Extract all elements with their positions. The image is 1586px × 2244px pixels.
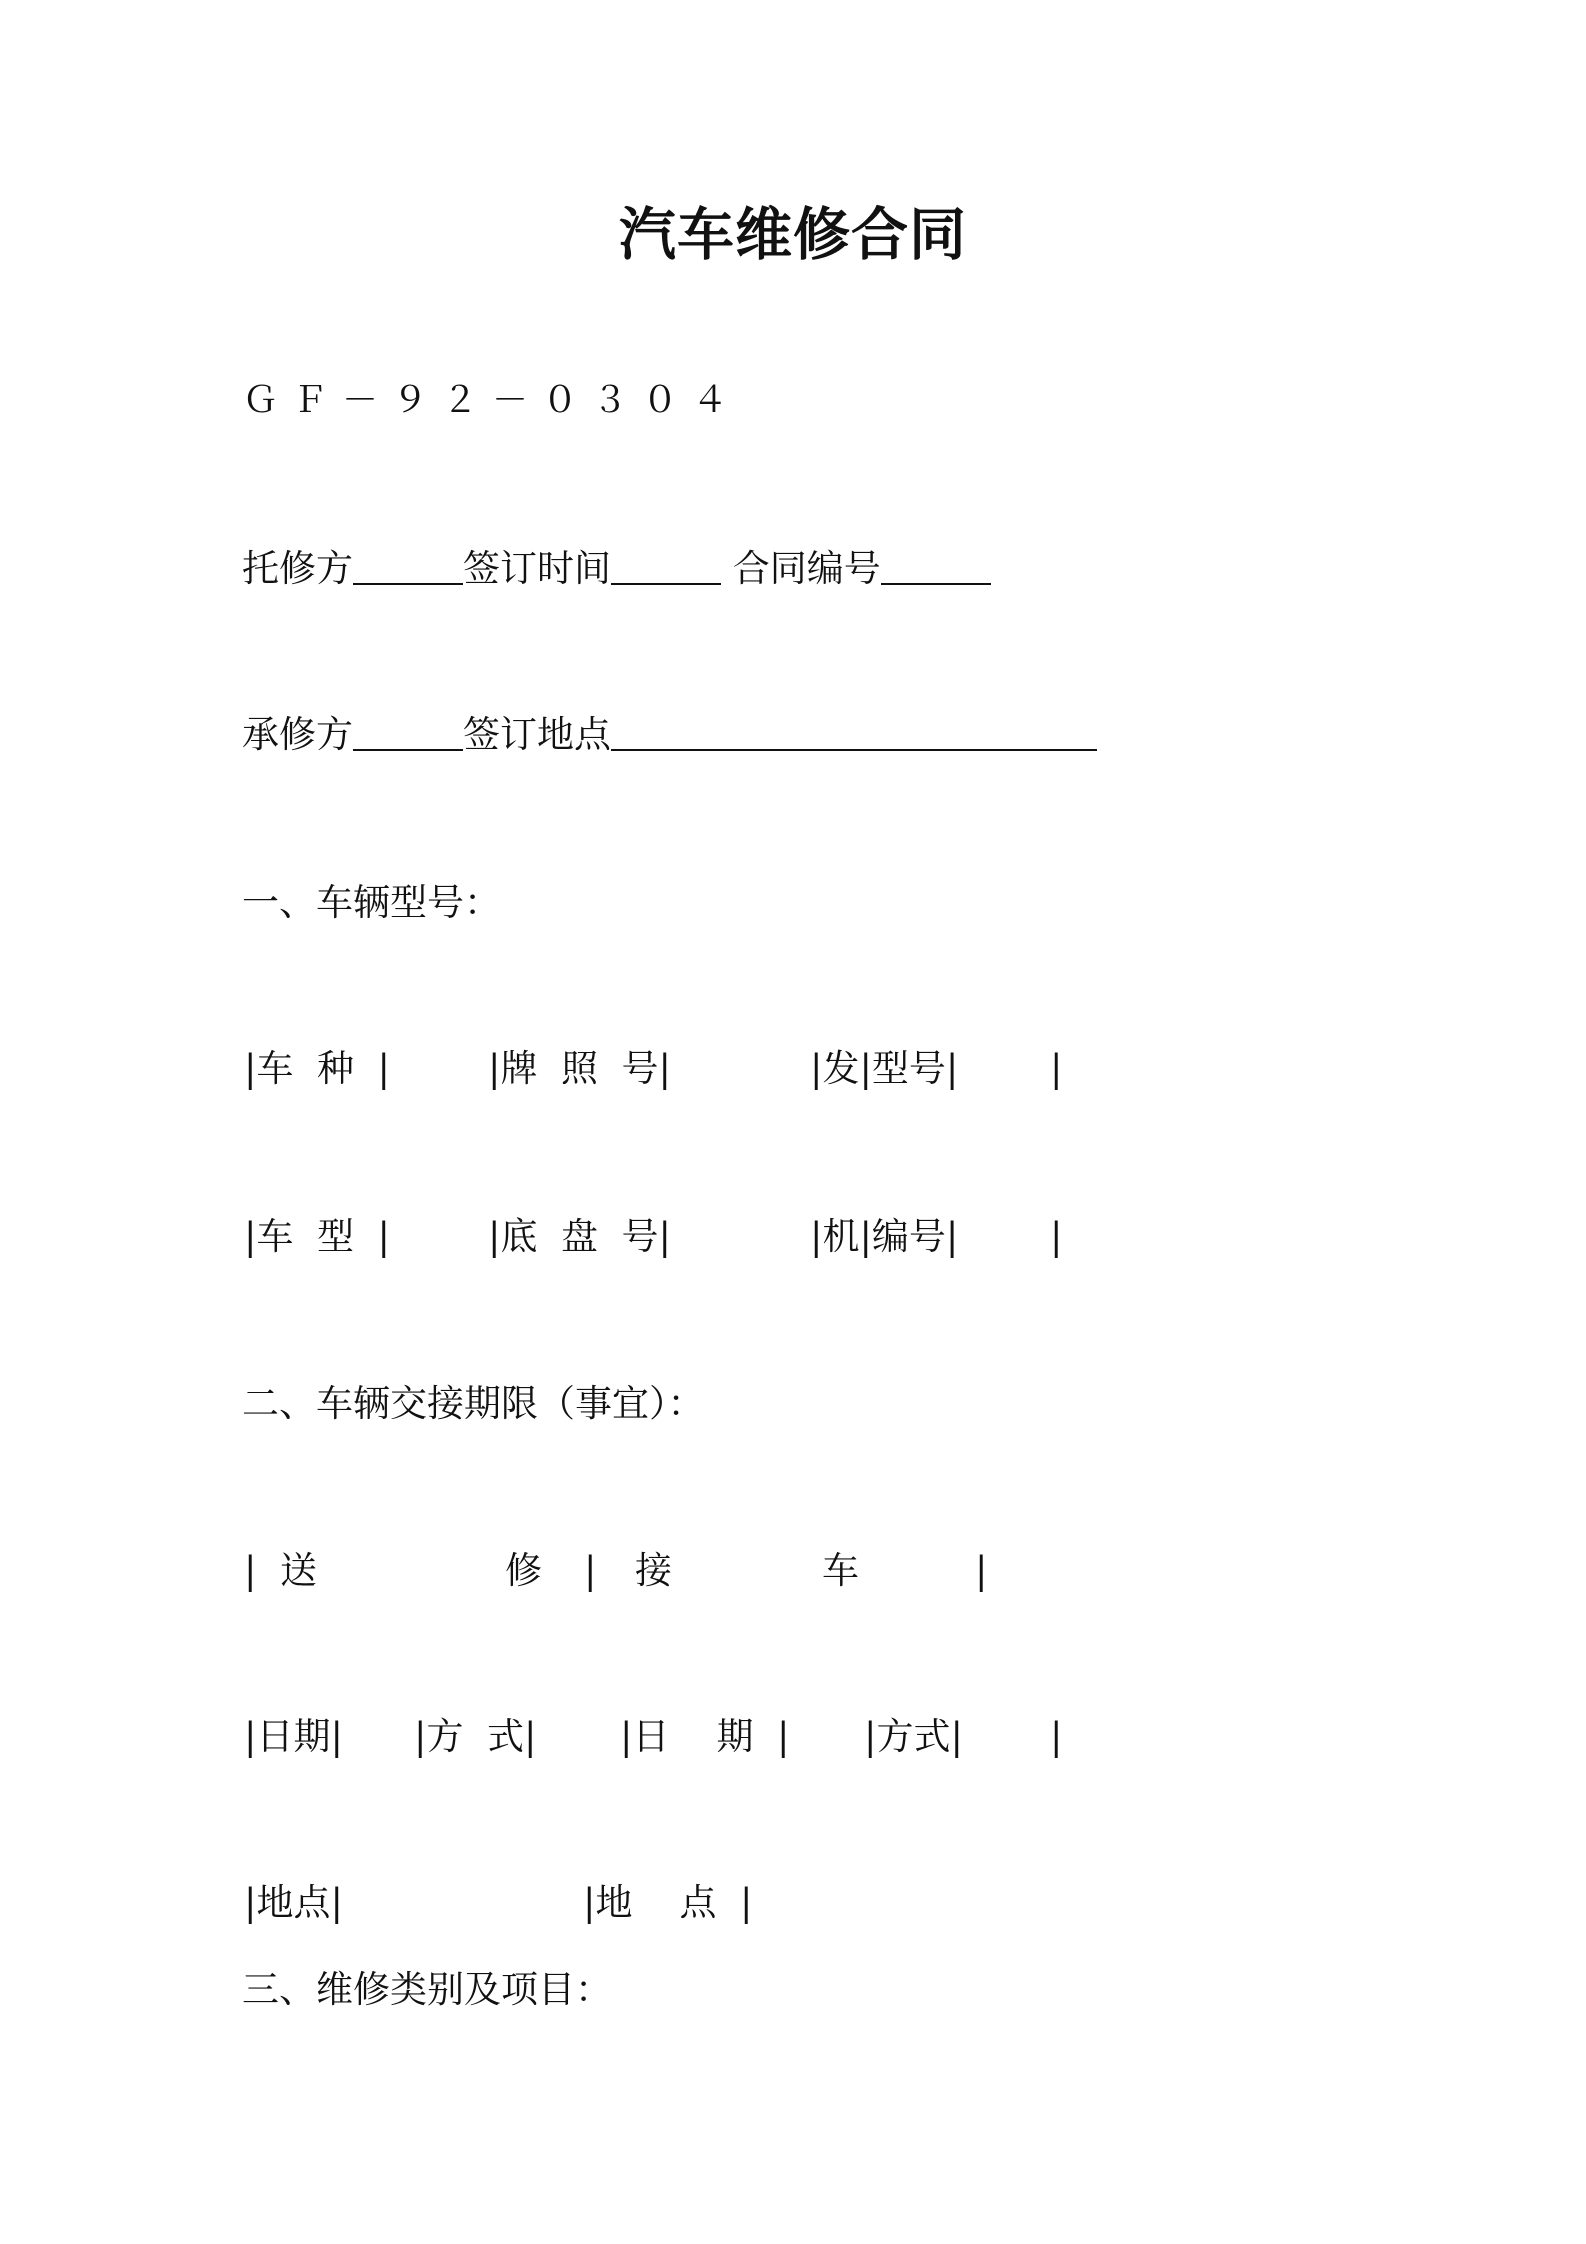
car-header: 车	[822, 1549, 859, 1592]
contract-code: ＧＦ－９２－０３０４	[242, 380, 743, 421]
plate-number-cell: |牌 照 号|	[488, 1047, 671, 1090]
repairer-blank[interactable]	[353, 713, 463, 751]
party-line-repairer	[242, 712, 1097, 758]
contract-no-label: 合同编号	[732, 547, 881, 590]
client-label: 托修方	[242, 547, 353, 590]
send-place-cell: |地点|	[244, 1881, 343, 1924]
section-1-heading: 一、车辆型号：	[242, 881, 501, 924]
sign-time-label: 签订时间	[463, 547, 611, 590]
pickup-place-cell: |地 点 |	[583, 1881, 753, 1924]
pickup-date-cell: |日 期 |	[620, 1715, 790, 1758]
section-3-heading: 三、维修类别及项目：	[242, 1968, 612, 2011]
section-2-heading: 二、车辆交接期限（事宜）：	[242, 1382, 705, 1425]
sign-place-label: 签订地点	[463, 713, 611, 756]
pickup-header: 接	[635, 1549, 672, 1592]
document-title: 汽车维修合同	[619, 201, 967, 268]
repairer-label: 承修方	[242, 713, 353, 756]
row-end-bar: |	[1050, 1047, 1063, 1090]
engine-model-cell: |发|型号|	[810, 1047, 959, 1090]
vehicle-type-cell: |车 型 |	[244, 1215, 390, 1258]
pickup-method-cell: |方式|	[864, 1715, 963, 1758]
header-divider: |	[584, 1549, 597, 1592]
client-blank[interactable]	[353, 547, 463, 585]
sign-time-blank[interactable]	[611, 547, 721, 585]
send-header: | 送	[244, 1549, 317, 1592]
party-line-client	[242, 546, 991, 592]
sign-place-blank[interactable]	[611, 713, 1097, 751]
repair-header: 修	[505, 1549, 542, 1592]
header-end-bar: |	[975, 1549, 988, 1592]
send-method-cell: |方 式|	[414, 1715, 537, 1758]
send-date-cell: |日期|	[244, 1715, 343, 1758]
vehicle-kind-cell: |车 种 |	[244, 1047, 390, 1090]
row-end-bar: |	[1050, 1715, 1063, 1758]
engine-number-cell: |机|编号|	[810, 1215, 959, 1258]
contract-no-blank[interactable]	[881, 547, 991, 585]
chassis-number-cell: |底 盘 号|	[488, 1215, 671, 1258]
row-end-bar: |	[1050, 1215, 1063, 1258]
